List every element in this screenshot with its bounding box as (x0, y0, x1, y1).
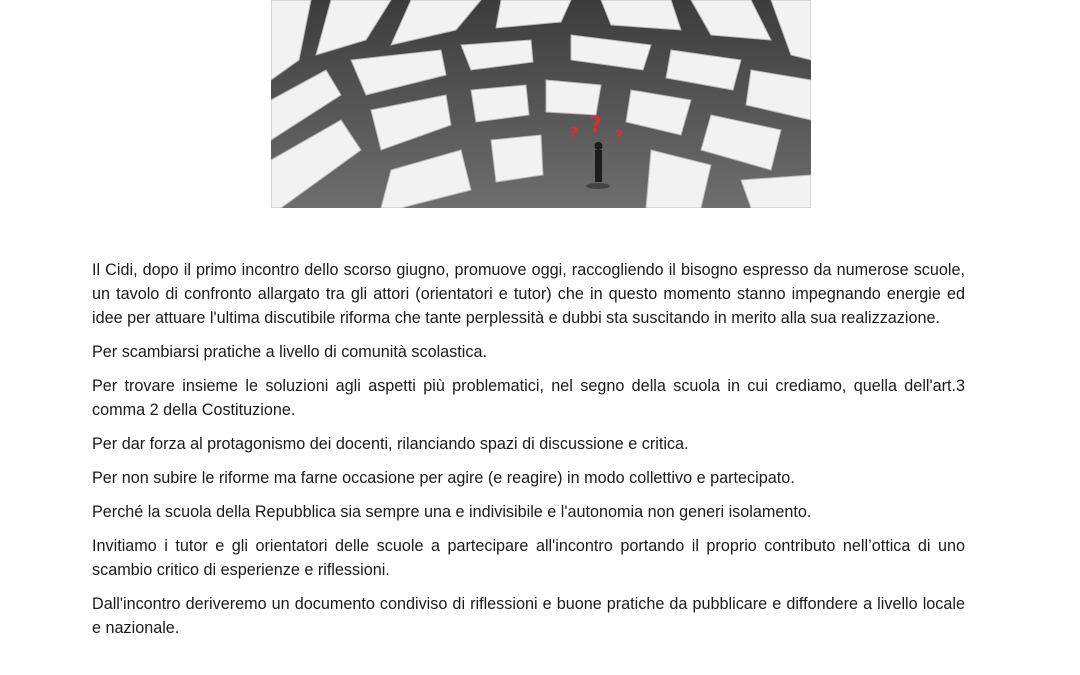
paragraph-protagonismo: Per dar forza al protagonismo dei docenti, rilanciando spazi di discussione e critica. (92, 435, 689, 453)
svg-text:?: ? (569, 123, 579, 142)
paragraph-riforme: Per non subire le riforme ma farne occasione per agire (e reagire) in modo collettivo e partecipato. (92, 469, 795, 487)
paragraph-documento: Dall'incontro deriveremo un documento condiviso di riflessioni e buone pratiche da pubblicare e diffondere a livello locale e nazionale. (92, 595, 965, 637)
paragraph-soluzioni: Per trovare insieme le soluzioni agli aspetti più problematici, nel segno della scuola in cui crediamo, quella dell'art.3 comma 2 della Costituzione. (92, 377, 965, 419)
svg-text:?: ? (589, 113, 602, 138)
maze-image (271, 0, 811, 208)
svg-text:?: ? (615, 128, 624, 144)
paragraph-pratiche: Per scambiarsi pratiche a livello di comunità scolastica. (92, 343, 487, 361)
paragraph-invito: Invitiamo i tutor e gli orientatori delle scuole a partecipare all'incontro portando il proprio contributo nell’ottica di uno scambio critico di esperienze e riflessioni. (92, 537, 965, 579)
paragraph-repubblica: Perché la scuola della Repubblica sia sempre una e indivisibile e l'autonomia non generi isolamento. (92, 503, 812, 521)
maze-icon (271, 0, 811, 208)
document-body (92, 258, 965, 650)
paragraph-intro: Il Cidi, dopo il primo incontro dello scorso giugno, promuove oggi, raccogliendo il bisogno espresso da numerose scuole, un tavolo di confronto allargato tra gli attori (orientatori e tutor) che in questo momento stanno impegnando energie ed idee per attuare l'ultima discutibile riforma che tante perplessità e dubbi sta suscitando in merito alla sua realizzazione. (92, 261, 965, 327)
